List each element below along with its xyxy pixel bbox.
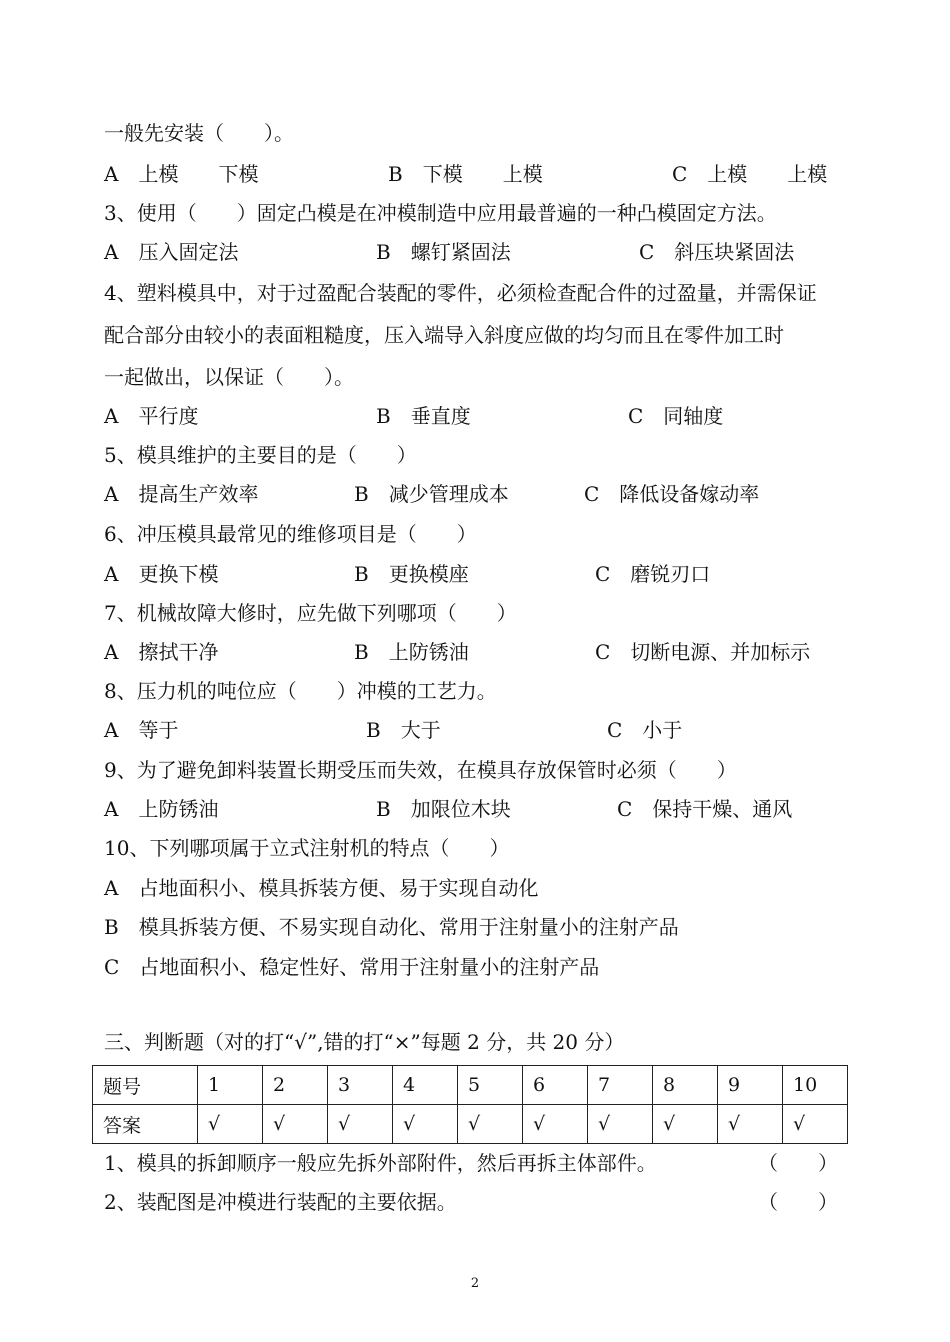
question-5: 5、模具维护的主要目的是（ ） [104,443,417,467]
option-a: A 上防锈油 [104,797,219,821]
option-b: B 更换模座 [354,562,469,586]
line-0: 一般先安装（ ）。 [104,121,294,145]
question-7: 7、机械故障大修时，应先做下列哪项（ ） [104,601,517,625]
table-cell: √ [718,1105,783,1144]
option-b: B 垂直度 [376,404,471,428]
question-10: 10、下列哪项属于立式注射机的特点（ ） [104,836,510,860]
table-cell: √ [393,1105,458,1144]
table-cell: √ [328,1105,393,1144]
section-3-heading: 三、判断题（对的打“√”,错的打“×”每题 2 分，共 20 分） [104,1030,625,1054]
table-cell: 9 [718,1066,783,1105]
option-b-line: B 模具拆装方便、不易实现自动化、常用于注射量小的注射产品 [104,915,679,939]
table-cell: 3 [328,1066,393,1105]
option-b: B 下模 上模 [388,162,543,186]
option-c: C 同轴度 [628,404,724,428]
judgment-item-2: 2、装配图是冲模进行装配的主要依据。 [104,1190,457,1214]
option-c: C 磨锐刃口 [595,562,711,586]
option-c: C 上模 上模 [672,162,828,186]
option-a: A 上模 下模 [104,162,259,186]
option-c-line: C 占地面积小、稳定性好、常用于注射量小的注射产品 [104,955,600,979]
option-a: A 擦拭干净 [104,640,219,664]
option-a: A 压入固定法 [104,240,239,264]
question-4-line-3: 一起做出，以保证（ ）。 [104,365,354,389]
option-a-line: A 占地面积小、模具拆装方便、易于实现自动化 [104,876,539,900]
option-b: B 螺钉紧固法 [376,240,511,264]
option-b: B 加限位木块 [376,797,511,821]
page-number: 2 [470,1276,480,1291]
table-cell: 答案 [93,1105,198,1144]
option-c: C 小于 [607,718,683,742]
question-8: 8、压力机的吨位应（ ）冲模的工艺力。 [104,679,497,703]
option-a: A 等于 [104,718,179,742]
table-cell: √ [523,1105,588,1144]
table-cell: √ [458,1105,523,1144]
table-row-answers [93,1105,848,1144]
table-cell: 4 [393,1066,458,1105]
question-3: 3、使用（ ）固定凸模是在冲模制造中应用最普遍的一种凸模固定方法。 [104,201,777,225]
option-b: B 大于 [366,718,441,742]
option-a: A 更换下模 [104,562,219,586]
option-a: A 平行度 [104,404,199,428]
option-c: C 保持干燥、通风 [617,797,793,821]
table-cell: 8 [653,1066,718,1105]
option-b: B 减少管理成本 [354,482,509,506]
question-4-line-2: 配合部分由较小的表面粗糙度，压入端导入斜度应做的均匀而且在零件加工时 [104,323,784,347]
answer-blank-1: （ ） [758,1151,838,1175]
option-c: C 斜压块紧固法 [639,240,795,264]
table-cell: 10 [783,1066,848,1105]
option-c: C 降低设备嫁动率 [584,482,760,506]
table-cell: 7 [588,1066,653,1105]
table-cell: √ [263,1105,328,1144]
table-cell: 6 [523,1066,588,1105]
table-cell: √ [198,1105,263,1144]
table-cell: √ [783,1105,848,1144]
table-cell: 5 [458,1066,523,1105]
question-4-line-1: 4、塑料模具中，对于过盈配合装配的零件，必须检查配合件的过盈量，并需保证 [104,281,817,305]
answer-blank-2: （ ） [758,1190,838,1214]
option-b: B 上防锈油 [354,640,469,664]
question-9: 9、为了避免卸料装置长期受压而失效，在模具存放保管时必须（ ） [104,758,737,782]
option-a: A 提高生产效率 [104,482,259,506]
table-row-header [93,1066,848,1105]
question-6: 6、冲压模具最常见的维修项目是（ ） [104,522,477,546]
table-cell: 题号 [93,1066,198,1105]
answer-table [92,1065,848,1144]
table-cell: √ [588,1105,653,1144]
table-cell: √ [653,1105,718,1144]
judgment-item-1: 1、模具的拆卸顺序一般应先拆外部附件，然后再拆主体部件。 [104,1151,657,1175]
table-cell: 2 [263,1066,328,1105]
table-cell: 1 [198,1066,263,1105]
option-c: C 切断电源、并加标示 [595,640,811,664]
